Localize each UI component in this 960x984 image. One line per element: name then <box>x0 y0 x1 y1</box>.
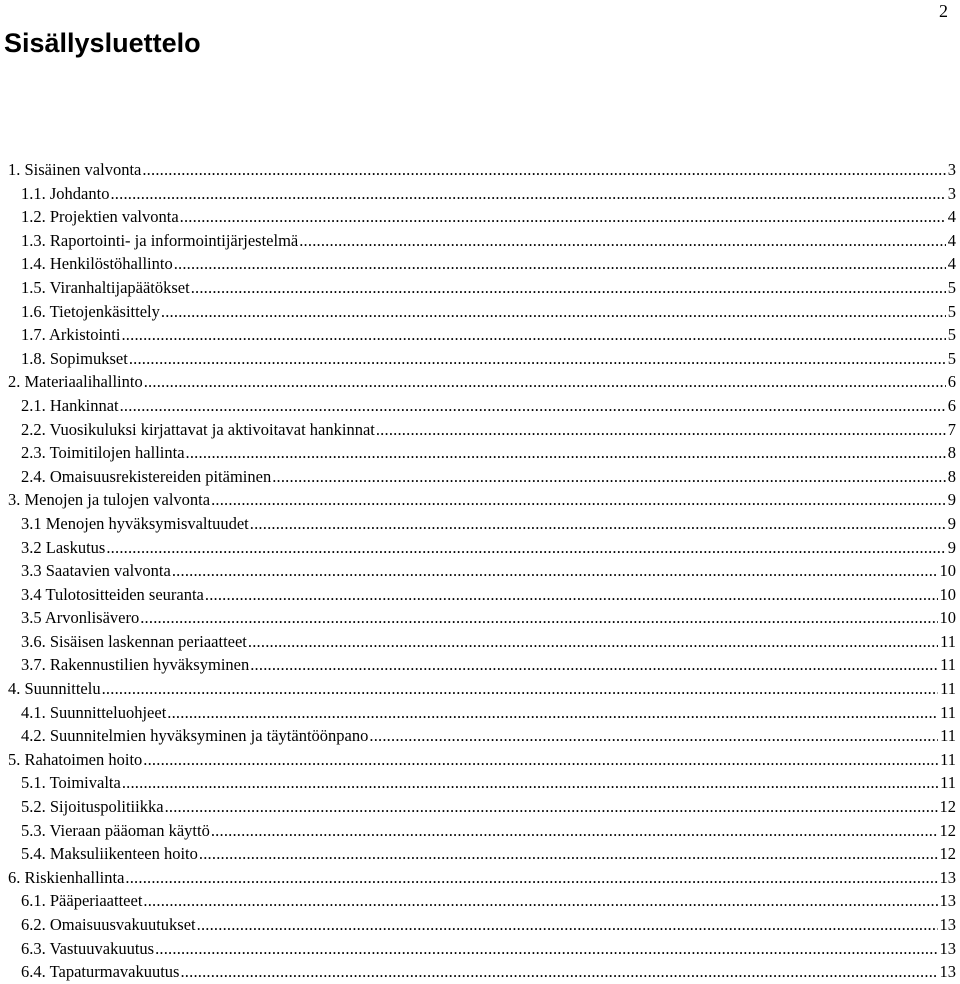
toc-entry[interactable] <box>8 182 956 206</box>
toc-dot-leader <box>143 748 938 772</box>
toc-entry-page: 10 <box>939 584 956 604</box>
toc-entry-page: 11 <box>940 631 956 651</box>
toc-entry-page: 13 <box>939 891 956 911</box>
toc-entry[interactable] <box>8 559 956 583</box>
toc-entry-page: 7 <box>947 419 956 439</box>
toc-entry-title: 2.4. Omaisuusrekistereiden pitäminen <box>21 466 272 486</box>
toc-entry-title: 6.3. Vastuuvakuutus <box>21 938 155 958</box>
toc-entry-page: 6 <box>947 372 956 392</box>
toc-entry-title: 5.2. Sijoituspolitiikka <box>21 797 164 817</box>
toc-entry-title: 1.1. Johdanto <box>21 183 110 203</box>
toc-dot-leader <box>250 512 946 536</box>
toc-entry-title: 4.2. Suunnitelmien hyväksyminen ja täytäntöönpano <box>21 726 369 746</box>
toc-entry-title: 4. Suunnittelu <box>8 679 101 699</box>
toc-entry-page: 3 <box>947 160 956 179</box>
toc-entry-title: 1.4. Henkilöstöhallinto <box>21 254 173 274</box>
toc-entry-page: 4 <box>947 207 956 227</box>
toc-entry-page: 11 <box>940 679 956 699</box>
toc-entry[interactable] <box>8 276 956 300</box>
toc-dot-leader <box>144 370 946 394</box>
toc-entry-title: 1.5. Viranhaltijapäätökset <box>21 277 190 297</box>
toc-entry[interactable] <box>8 771 956 795</box>
toc-entry-title: 2.3. Toimitilojen hallinta <box>21 443 185 463</box>
toc-entry-title: 6.1. Pääperiaatteet <box>21 891 143 911</box>
toc-entry-title: 5.1. Toimivalta <box>21 773 121 793</box>
toc-entry-page: 13 <box>939 867 956 887</box>
toc-entry-page: 10 <box>939 608 956 628</box>
toc-dot-leader <box>172 559 938 583</box>
toc-entry-title: 2. Materiaalihallinto <box>8 372 143 392</box>
toc-dot-leader <box>199 842 938 866</box>
toc-dot-leader <box>272 465 946 489</box>
toc-entry[interactable] <box>8 536 956 560</box>
toc-dot-leader <box>186 441 946 465</box>
toc-entry[interactable] <box>8 606 956 630</box>
toc-dot-leader <box>250 653 938 677</box>
toc-entry-page: 6 <box>947 395 956 415</box>
toc-entry-page: 11 <box>940 726 956 746</box>
toc-entry-title: 1.8. Sopimukset <box>21 348 128 368</box>
toc-dot-leader <box>102 677 939 701</box>
toc-entry[interactable] <box>8 229 956 253</box>
toc-entry[interactable] <box>8 441 956 465</box>
toc-entry[interactable] <box>8 795 956 819</box>
toc-dot-leader <box>197 913 938 937</box>
toc-dot-leader <box>143 889 937 913</box>
toc-entry-title: 3.4 Tulotositteiden seuranta <box>21 584 204 604</box>
toc-dot-leader <box>369 724 938 748</box>
toc-entry-page: 9 <box>947 490 956 510</box>
toc-entry-title: 5.4. Maksuliikenteen hoito <box>21 844 198 864</box>
toc-entry-page: 9 <box>947 537 956 557</box>
toc-entry-page: 5 <box>947 277 956 297</box>
toc-entry[interactable] <box>8 512 956 536</box>
toc-entry-page: 13 <box>939 938 956 958</box>
toc-entry-title: 6.4. Tapaturmavakuutus <box>21 962 180 982</box>
toc-entry-title: 3.7. Rakennustilien hyväksyminen <box>21 655 250 675</box>
toc-dot-leader <box>211 819 938 843</box>
toc-entry-page: 11 <box>940 749 956 769</box>
toc-entry[interactable] <box>8 913 956 937</box>
toc-dot-leader <box>121 323 945 347</box>
toc-entry-title: 1.2. Projektien valvonta <box>21 207 179 227</box>
toc-entry[interactable] <box>8 158 956 182</box>
toc-entry[interactable] <box>8 300 956 324</box>
toc-entry[interactable] <box>8 748 956 772</box>
toc-dot-leader <box>140 606 937 630</box>
toc-entry-page: 13 <box>939 915 956 934</box>
toc-entry-page: 12 <box>939 797 956 817</box>
toc-entry-page: 10 <box>939 561 956 581</box>
toc-dot-leader <box>161 300 946 324</box>
toc-entry-page: 8 <box>947 443 956 463</box>
toc-dot-leader <box>165 795 938 819</box>
toc-entry-page: 11 <box>940 655 956 675</box>
page-title: Sisällysluettelo <box>4 28 201 58</box>
toc-entry-title: 5. Rahatoimen hoito <box>8 749 143 769</box>
toc-entry[interactable] <box>8 889 956 913</box>
toc-entry-title: 3.6. Sisäisen laskennan periaatteet <box>21 631 247 651</box>
toc-entry[interactable] <box>8 630 956 654</box>
toc-entry-title: 3.3 Saatavien valvonta <box>21 561 171 581</box>
toc-entry-title: 3. Menojen ja tulojen valvonta <box>8 490 211 510</box>
toc-dot-leader <box>205 583 938 607</box>
toc-entry[interactable] <box>8 394 956 418</box>
toc-entry-page: 3 <box>947 183 956 203</box>
toc-entry-page: 12 <box>939 844 956 864</box>
toc-entry-title: 1.3. Raportointi- ja informointijärjestelmä <box>21 230 299 250</box>
page-number: 2 <box>939 1 948 21</box>
toc-dot-leader <box>376 418 946 442</box>
toc-entry[interactable] <box>8 205 956 229</box>
toc-entry-page: 5 <box>947 325 956 345</box>
toc-entry-title: 6. Riskienhallinta <box>8 867 125 887</box>
toc-dot-leader <box>155 937 937 961</box>
toc-entry-title: 1.6. Tietojenkäsittely <box>21 301 160 321</box>
toc-entry[interactable] <box>8 465 956 489</box>
toc-dot-leader <box>191 276 946 300</box>
toc-dot-leader <box>180 205 946 229</box>
toc-entry[interactable] <box>8 488 956 512</box>
toc-entry-page: 8 <box>947 466 956 486</box>
table-of-contents <box>8 158 956 984</box>
toc-entry-title: 5.3. Vieraan pääoman käyttö <box>21 820 210 840</box>
toc-entry-page: 4 <box>947 254 956 274</box>
toc-dot-leader <box>129 347 946 371</box>
toc-entry[interactable] <box>8 937 956 961</box>
toc-dot-leader <box>180 960 937 984</box>
toc-dot-leader <box>299 229 946 253</box>
toc-entry[interactable] <box>8 583 956 607</box>
toc-entry-page: 4 <box>947 230 956 250</box>
toc-entry-page: 5 <box>947 301 956 321</box>
toc-entry-page: 11 <box>940 773 956 793</box>
toc-dot-leader <box>120 394 946 418</box>
toc-dot-leader <box>167 701 938 725</box>
toc-entry-title: 2.2. Vuosikuluksi kirjattavat ja aktivoitavat hankinnat <box>21 419 375 439</box>
toc-dot-leader <box>142 158 945 182</box>
toc-entry-title: 3.1 Menojen hyväksymisvaltuudet <box>21 513 249 533</box>
toc-entry[interactable] <box>8 252 956 276</box>
toc-dot-leader <box>211 488 946 512</box>
toc-entry-page: 12 <box>939 820 956 840</box>
toc-entry-title: 3.5 Arvonlisävero <box>21 608 140 628</box>
toc-entry[interactable] <box>8 842 956 866</box>
toc-dot-leader <box>125 866 937 890</box>
toc-entry-title: 3.2 Laskutus <box>21 537 106 557</box>
toc-entry-page: 11 <box>940 702 956 722</box>
toc-dot-leader <box>122 771 938 795</box>
toc-entry-title: 6.2. Omaisuusvakuutukset <box>21 915 196 934</box>
toc-entry[interactable] <box>8 677 956 701</box>
toc-entry-title: 1. Sisäinen valvonta <box>8 160 142 179</box>
toc-entry[interactable] <box>8 370 956 394</box>
toc-entry-title: 2.1. Hankinnat <box>21 395 119 415</box>
toc-entry[interactable] <box>8 323 956 347</box>
toc-entry[interactable] <box>8 960 956 984</box>
toc-entry[interactable] <box>8 724 956 748</box>
toc-entry[interactable] <box>8 653 956 677</box>
toc-dot-leader <box>106 536 945 560</box>
toc-dot-leader <box>248 630 938 654</box>
toc-entry-title: 4.1. Suunnitteluohjeet <box>21 702 167 722</box>
toc-entry[interactable] <box>8 701 956 725</box>
toc-dot-leader <box>110 182 945 206</box>
toc-entry[interactable] <box>8 418 956 442</box>
toc-entry-page: 9 <box>947 513 956 533</box>
toc-entry[interactable] <box>8 347 956 371</box>
toc-entry-page: 5 <box>947 348 956 368</box>
toc-entry-title: 1.7. Arkistointi <box>21 325 121 345</box>
toc-dot-leader <box>174 252 946 276</box>
toc-entry[interactable] <box>8 819 956 843</box>
toc-entry[interactable] <box>8 866 956 890</box>
toc-entry-page: 13 <box>939 962 956 982</box>
